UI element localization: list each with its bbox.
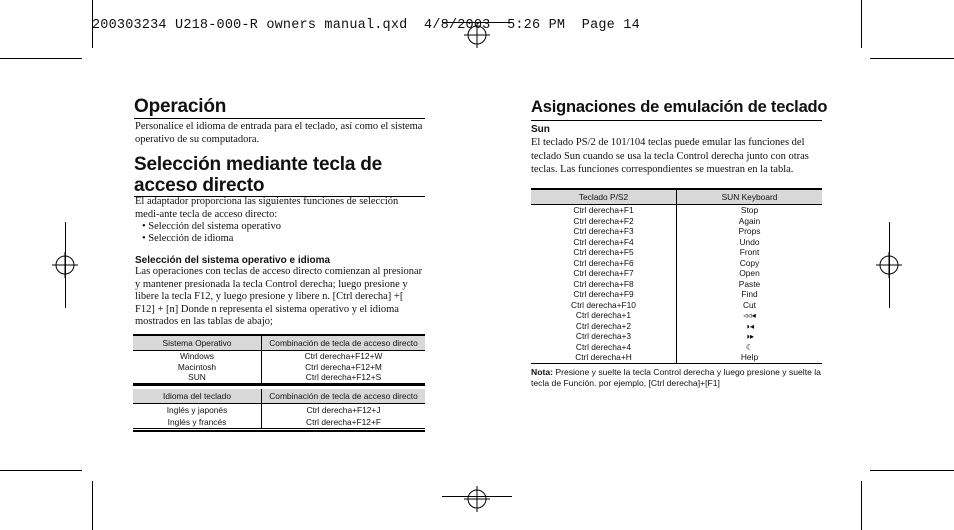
file-slug: 200303234 U218-000-R owners manual.qxd 4/8/2003 5:26 PM Page 14 [92, 18, 640, 33]
table-cell: Ctrl derecha+1 [531, 310, 677, 321]
table-cell: Ctrl derecha+F6 [531, 258, 677, 269]
table-cell: Ctrl derecha+F12+W [304, 351, 383, 361]
table-cell: Ctrl derecha+F1 [531, 205, 677, 216]
table-cell: Ctrl derecha+F12+F [306, 416, 381, 427]
page-title: Operación [134, 96, 227, 117]
bullet-item: • Selección del sistema operativo [142, 221, 281, 232]
crop-mark [92, 481, 93, 530]
table-header: Combinación de tecla de acceso directo [262, 335, 426, 351]
table-row [531, 237, 822, 248]
table-cell: Ctrl derecha+F3 [531, 226, 677, 237]
os-hotkey-table [133, 334, 425, 384]
note [531, 367, 823, 388]
table-row [133, 351, 425, 362]
sun-paragraph: El teclado PS/2 de 101/104 teclas puede emular las funciones del teclado Sun cuando se usa la tecla Control derecha junto con otras teclas. Las funciones correspondientes se muestran en la tabla. [531, 137, 809, 175]
table-header: SUN Keyboard [677, 189, 823, 205]
table-cell: Again [738, 215, 761, 226]
table-row [531, 352, 822, 363]
crop-mark [861, 481, 862, 530]
table-cell: Cut [742, 299, 757, 310]
table-row [531, 331, 822, 342]
table-row [531, 279, 822, 290]
table-header: Teclado P/S2 [531, 189, 677, 205]
table-row [133, 416, 425, 429]
table-row [133, 372, 425, 383]
table-row [531, 300, 822, 311]
crop-mark [861, 0, 862, 48]
table-cell: Ctrl derecha+F10 [531, 300, 677, 311]
table-cell: Ctrl derecha+4 [531, 342, 677, 353]
table-cell: Ctrl derecha+H [531, 352, 677, 363]
table-cell: Ctrl derecha+F2 [531, 216, 677, 227]
table-header: Idioma del teclado [133, 389, 262, 404]
table-cell: Paste [738, 278, 761, 289]
table-cell: Help [740, 352, 759, 362]
sun-keyboard-table [531, 188, 822, 364]
table-cell: Ctrl derecha+F7 [531, 268, 677, 279]
table-row [531, 258, 822, 269]
table-cell: Props [738, 226, 761, 236]
table-cell: Ctrl derecha+F8 [531, 279, 677, 290]
table-cell: Copy [739, 257, 760, 268]
crop-mark [889, 222, 890, 308]
page-title: Asignaciones de emulación de teclado [531, 98, 828, 116]
table-header: Sistema Operativo [133, 335, 262, 351]
table-row [133, 362, 425, 373]
table-row [133, 404, 425, 417]
table-cell: Macintosh [133, 362, 262, 373]
table-cell: SUN [133, 372, 262, 383]
mute-icon: ◃◃◂ [743, 310, 756, 320]
table-cell: Inglés y japonés [133, 404, 262, 417]
table-row [531, 205, 822, 216]
table-cell: Find [741, 289, 758, 299]
table-cell: Inglés y francés [133, 416, 262, 429]
table-row [531, 342, 822, 353]
note-label: Nota: [531, 367, 553, 377]
table-cell: Undo [739, 236, 760, 247]
table-cell: Ctrl derecha+F12+J [306, 404, 381, 415]
language-hotkey-table [133, 389, 425, 429]
registration-mark-icon [464, 486, 490, 512]
table-row [531, 321, 822, 332]
table-cell: Ctrl derecha+F9 [531, 289, 677, 300]
table-cell: Ctrl derecha+3 [531, 331, 677, 342]
section-title: Selección mediante tecla de [134, 154, 383, 175]
crop-mark [65, 222, 66, 308]
table-cell: Front [739, 247, 760, 257]
table-cell: Ctrl derecha+2 [531, 321, 677, 332]
volume-up-icon: ◑▸ [744, 331, 755, 341]
table-row [531, 226, 822, 237]
table-cell: Stop [740, 205, 759, 215]
title-rule [134, 118, 425, 119]
table-cell: Ctrl derecha+F4 [531, 237, 677, 248]
power-sleep-icon: ☾ [745, 341, 754, 352]
crop-mark [0, 58, 82, 59]
table-row [531, 310, 822, 321]
bullet-item: • Selección de idioma [142, 233, 234, 244]
table-row [531, 289, 822, 300]
table-header: Combinación de tecla de acceso directo [262, 389, 426, 404]
intro-paragraph: Personalice el idioma de entrada para el teclado, así como el sistema operativo de su computadora. [135, 121, 423, 145]
table-cell: Open [739, 268, 760, 278]
table-cell: Ctrl derecha+F5 [531, 247, 677, 258]
table-cell: Ctrl derecha+F12+M [305, 361, 382, 372]
note-text: Presione y suelte la tecla Control derecha y luego presione y suelte la tecla de Función. por ejemplo, [Ctrl derecha]+[F1] [531, 367, 821, 388]
subheading: Selección del sistema operativo e idioma [135, 255, 331, 266]
crop-mark [870, 58, 954, 59]
section-title: acceso directo [134, 175, 265, 196]
table-cell: Windows [133, 351, 262, 362]
hotkey-intro: El adaptador proporciona las siguientes funciones de selección medi-ante tecla de acceso directo: [135, 196, 399, 220]
table-row [531, 216, 822, 227]
title-rule [531, 120, 822, 121]
subheading: Sun [531, 124, 550, 135]
os-paragraph: Las operaciones con teclas de acceso directo comienzan al presionar y mantener presionada la tecla Control derecha; luego presione y libere la tecla F12, y luego presione y libere n. [Ctrl derecha] +[ F12] + [n] Donde n representa el sistema operativo y el idioma mostrados en las tablas de abajo; [135, 266, 423, 328]
table-bottom-rule [133, 430, 425, 432]
table-cell: Ctrl derecha+F12+S [305, 372, 382, 382]
crop-mark [0, 470, 82, 471]
table-row [531, 268, 822, 279]
crop-mark [870, 470, 954, 471]
volume-down-icon: ◑◂ [744, 320, 755, 331]
table-row [531, 247, 822, 258]
